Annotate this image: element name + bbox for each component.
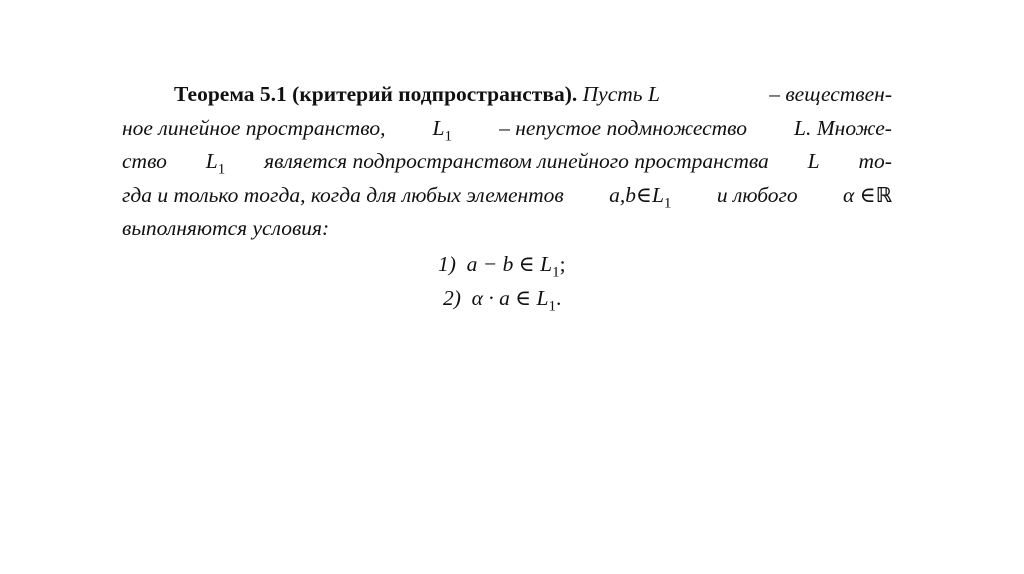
theorem-text: выполняются условия: (122, 216, 330, 240)
condition-expression: α · a ∈ L (471, 286, 549, 310)
theorem-line-5 (122, 212, 892, 246)
theorem-text: ное линейное пространство, (122, 115, 386, 140)
condition-number: 1) (438, 252, 456, 276)
condition-1: 1) a − b ∈ $L_1$; (438, 252, 566, 281)
math-expression: $L_1$ (432, 115, 453, 144)
theorem-text: – веществен- (769, 82, 892, 106)
theorem-line-3 (122, 145, 892, 179)
theorem-text: является подпространством линейного пространства (264, 149, 769, 173)
math-expression: α ∈ℝ (843, 182, 892, 207)
theorem-statement (122, 78, 892, 246)
theorem-text: ство (122, 149, 167, 173)
condition-number: 2) (443, 286, 461, 310)
math-symbol: L (807, 149, 820, 173)
math-expression: $a,b\in L_1$ (609, 182, 672, 211)
theorem-title: Теорема 5.1 (критерий подпространства). (174, 82, 578, 106)
theorem-text: – непустое подмножество (499, 115, 747, 140)
theorem-line-2 (122, 112, 892, 146)
theorem-text: то- (858, 149, 892, 173)
theorem-line-4 (122, 179, 892, 213)
condition-2: 2) α · a ∈ $L_1$. (443, 286, 562, 315)
real-numbers-symbol: ℝ (875, 182, 892, 207)
theorem-text: и любого (716, 182, 798, 207)
theorem-text: Пусть (577, 82, 648, 106)
math-symbol: L (647, 82, 660, 106)
theorem-text: гда и только тогда, когда для любых элементов (122, 182, 564, 207)
math-expression: L. Множе- (794, 115, 892, 140)
condition-expression: a − b ∈ L (466, 252, 553, 276)
math-expression: $L_1$ (205, 149, 226, 178)
theorem-line-1 (122, 78, 892, 112)
